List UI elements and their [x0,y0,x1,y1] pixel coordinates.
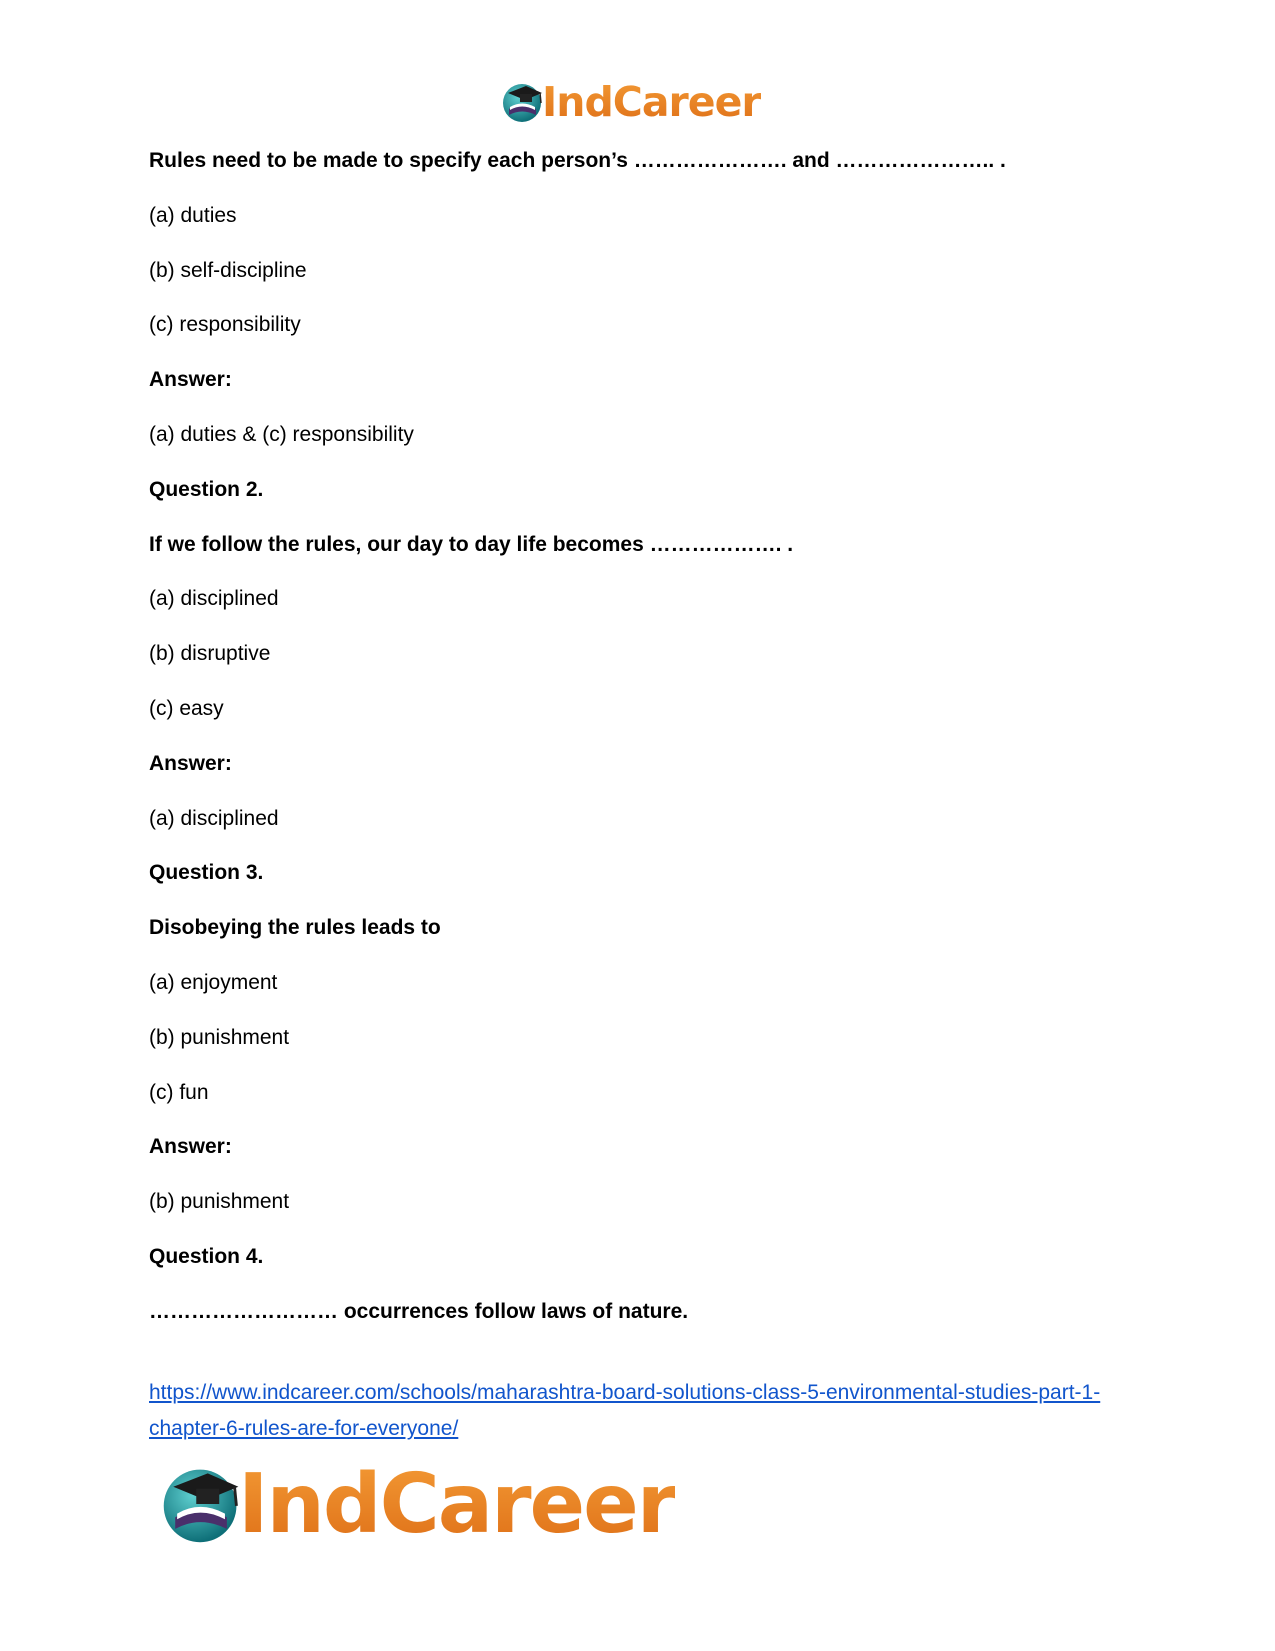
bold-text-line: Question 4. [149,1245,264,1268]
graduation-globe-icon [500,79,546,125]
text-line: (c) fun [149,1080,209,1104]
graduation-globe-icon [158,1460,246,1548]
bold-text-line: Answer: [149,751,232,775]
text-line: (a) duties & (c) responsibility [149,423,414,446]
bold-text-line: Answer: [149,368,232,392]
text-line: (a) disciplined [149,806,279,830]
text-line: (b) disruptive [149,642,271,666]
footer-logo [158,1455,675,1553]
bold-text-line: ……………………… occurrences follow laws of nature. [149,1299,689,1323]
bold-text-line: Answer: [149,1135,232,1159]
text-line: (a) disciplined [149,587,279,611]
text-line: (c) easy [149,697,224,720]
text-line: (a) duties [149,203,237,227]
text-line: (b) punishment [149,1190,290,1214]
bold-text-line: Question 2. [149,477,264,501]
source-link[interactable]: https://www.indcareer.com/schools/maharashtra-board-solutions-class-5-environmental-studies-part-1-chapter-6-rules-are-for-everyone/ [149,1381,1101,1440]
brand-wordmark: IndCareer [238,1456,676,1552]
bold-text-line: If we follow the rules, our day to day life becomes ………………. . [149,532,794,556]
bold-text-line: Disobeying the rules leads to [149,916,441,940]
text-line: (c) responsibility [149,313,301,337]
brand-wordmark: IndCareer [542,78,761,126]
bold-text-line: Question 3. [149,861,264,885]
bold-text-line: Rules need to be made to specify each person’s …………………. and ………………….. . [149,149,1006,172]
text-line: (b) punishment [149,1025,290,1049]
text-line: (a) enjoyment [149,971,278,994]
header-logo [500,76,761,128]
text-line: (b) self-discipline [149,258,307,282]
